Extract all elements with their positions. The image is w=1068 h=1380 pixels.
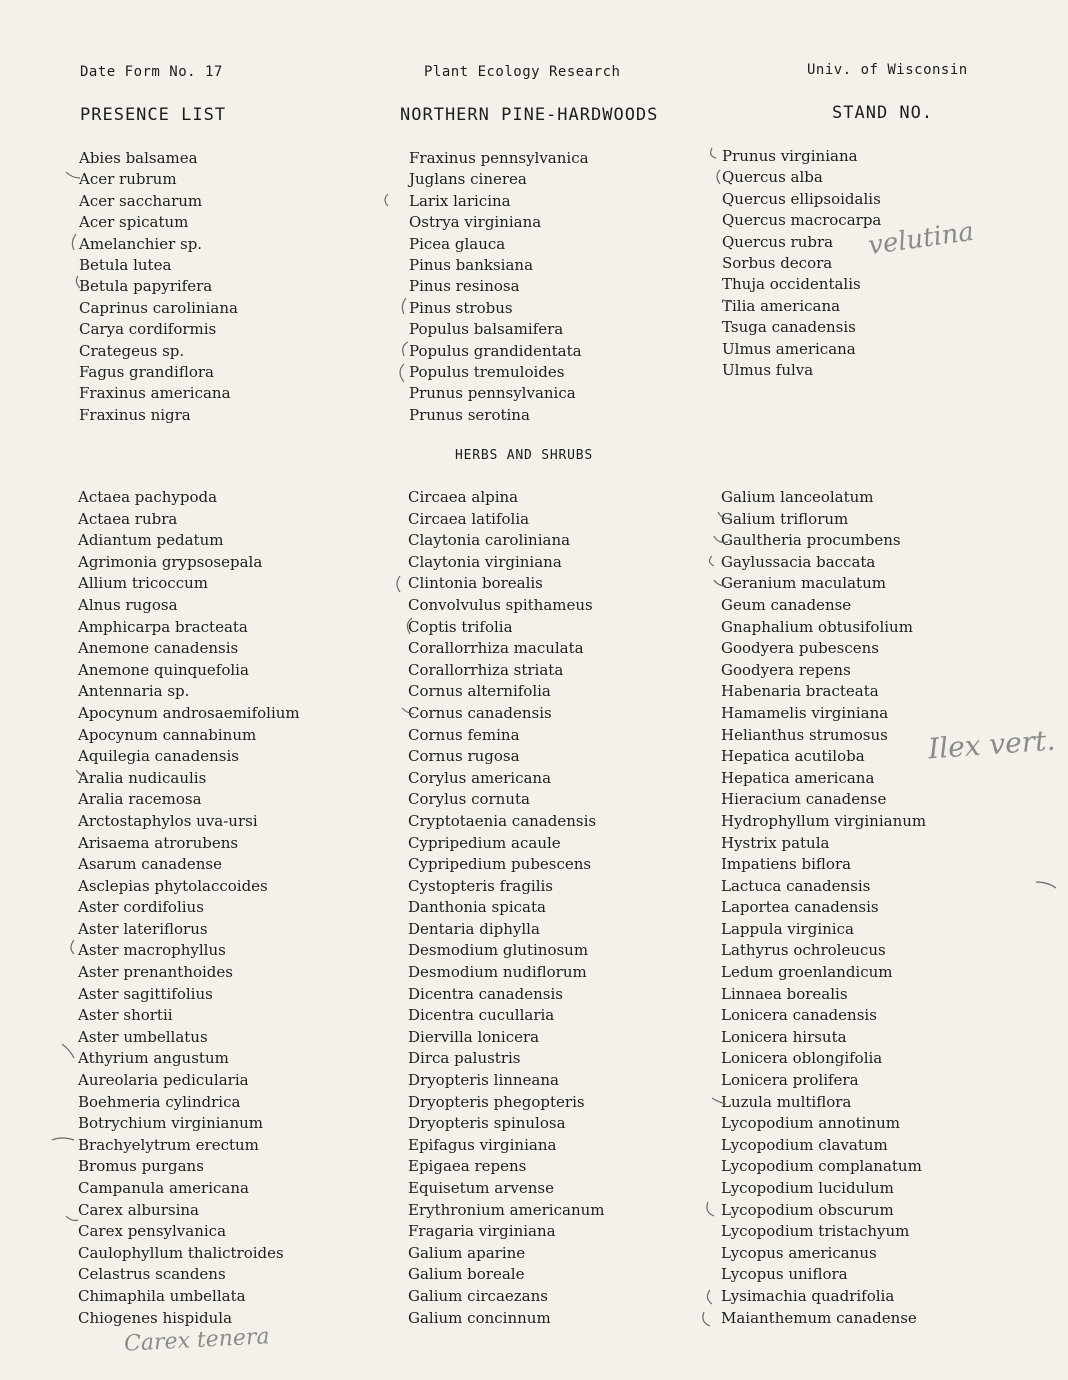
list-item: Helianthus strumosus <box>721 725 888 744</box>
list-item: Botrychium virginianum <box>78 1114 264 1133</box>
list-item: Apocynum androsaemifolium <box>78 703 300 722</box>
list-item: Lappula virginica <box>721 919 854 938</box>
list-item: Ledum groenlandicum <box>721 963 893 982</box>
list-item: Carex albursina <box>78 1200 199 1219</box>
list-item: Hieracium canadense <box>721 790 887 809</box>
list-item: Fraxinus pennsylvanica <box>409 149 589 167</box>
check-mark <box>385 194 388 206</box>
list-item: Quercus ellipsoidalis <box>722 189 881 208</box>
list-item: Arisaema atrorubens <box>78 833 239 852</box>
list-item: Dentaria diphylla <box>408 919 540 938</box>
list-item: Clintonia borealis <box>408 574 543 593</box>
list-item: Corallorrhiza striata <box>408 660 564 679</box>
list-item: Quercus rubra <box>722 232 834 251</box>
list-item: Pinus strobus <box>409 298 513 317</box>
list-item: Claytonia caroliniana <box>408 531 571 550</box>
list-item: Galium boreale <box>408 1265 525 1284</box>
check-mark <box>402 298 406 314</box>
community-title: NORTHERN PINE-HARDWOODS <box>400 105 659 125</box>
list-item: Cornus alternifolia <box>408 682 551 701</box>
list-item: Amelanchier sp. <box>79 234 203 253</box>
list-item: Aster prenanthoides <box>78 963 233 982</box>
list-item: Gaultheria procumbens <box>721 531 901 550</box>
list-item: Cornus rugosa <box>408 747 520 766</box>
list-item: Chimaphila umbellata <box>78 1286 246 1305</box>
list-item: Prunus serotina <box>409 405 530 424</box>
stand-number-label: STAND NO. <box>832 103 934 123</box>
list-item: Dirca palustris <box>408 1049 521 1068</box>
list-item: Alnus rugosa <box>78 595 178 614</box>
list-item: Quercus alba <box>722 168 823 187</box>
list-item: Galium aparine <box>408 1243 526 1262</box>
list-item: Coptis trifolia <box>408 617 513 636</box>
list-item: Quercus macrocarpa <box>722 211 882 230</box>
list-item: Lonicera prolifera <box>721 1071 859 1090</box>
list-item: Lycopodium clavatum <box>721 1135 888 1154</box>
list-item: Prunus virginiana <box>722 147 858 165</box>
list-item: Bromus purgans <box>78 1157 204 1176</box>
presence-list-title: PRESENCE LIST <box>80 105 227 125</box>
check-mark <box>703 1312 710 1326</box>
list-item: Equisetum arvense <box>408 1179 554 1197</box>
list-item: Lycopodium lucidulum <box>721 1179 894 1197</box>
handwritten-note-ilex: Ilex vert. <box>927 723 1057 766</box>
list-item: Thuja occidentalis <box>722 275 861 294</box>
list-item: Amphicarpa bracteata <box>78 617 248 636</box>
check-mark <box>397 576 400 592</box>
list-item: Lycopus uniflora <box>721 1265 848 1284</box>
list-item: Actaea pachypoda <box>78 488 218 506</box>
list-item: Anemone quinquefolia <box>78 660 249 679</box>
list-item: Aster umbellatus <box>78 1027 208 1046</box>
list-item: Betula papyrifera <box>79 277 213 296</box>
list-item: Corylus cornuta <box>408 790 530 809</box>
list-item: Antennaria sp. <box>78 682 190 701</box>
list-item: Aureolaria pedicularia <box>78 1071 249 1090</box>
list-item: Habenaria bracteata <box>721 682 879 701</box>
list-item: Asclepias phytolaccoides <box>78 876 268 895</box>
list-item: Caulophyllum thalictroides <box>78 1243 284 1262</box>
list-item: Aster lateriflorus <box>78 919 208 938</box>
herb-list-col3 <box>721 487 926 1329</box>
list-item: Epifagus virginiana <box>408 1135 557 1154</box>
list-item: Boehmeria cylindrica <box>78 1092 241 1111</box>
list-item: Convolvulus spithameus <box>408 595 593 614</box>
check-mark <box>707 1290 712 1304</box>
check-mark <box>400 364 404 382</box>
list-item: Maianthemum canadense <box>721 1308 917 1327</box>
list-item: Gnaphalium obtusifolium <box>721 617 913 636</box>
list-item: Goodyera pubescens <box>721 639 879 658</box>
list-item: Aralia racemosa <box>78 790 202 809</box>
list-item: Luzula multiflora <box>721 1092 852 1111</box>
list-item: Epigaea repens <box>408 1157 527 1176</box>
list-item: Lycopodium annotinum <box>721 1114 900 1133</box>
list-item: Fagus grandiflora <box>79 362 214 381</box>
list-item: Anemone canadensis <box>78 639 239 658</box>
tree-list-col2 <box>409 148 589 426</box>
institution-label: Univ. of Wisconsin <box>807 62 968 78</box>
list-item: Acer saccharum <box>79 191 203 210</box>
list-item: Cystopteris fragilis <box>408 876 554 895</box>
check-mark <box>52 1138 74 1140</box>
list-item: Celastrus scandens <box>78 1265 226 1284</box>
list-item: Abies balsamea <box>79 149 198 167</box>
check-mark <box>717 170 720 184</box>
list-item: Caprinus caroliniana <box>79 298 238 317</box>
list-item: Carex pensylvanica <box>78 1222 227 1241</box>
list-item: Geum canadense <box>721 595 852 614</box>
check-mark <box>403 342 408 356</box>
form-number: Date Form No. 17 <box>80 64 223 80</box>
list-item: Galium concinnum <box>408 1308 551 1327</box>
list-item: Chiogenes hispidula <box>78 1308 233 1327</box>
list-item: Tsuga canadensis <box>722 318 856 337</box>
list-item: Campanula americana <box>78 1179 249 1197</box>
list-item: Tilia americana <box>722 296 841 315</box>
herbs-shrubs-heading: HERBS AND SHRUBS <box>455 448 594 463</box>
list-item: Prunus pennsylvanica <box>409 384 576 403</box>
list-item: Lonicera oblongifolia <box>721 1049 883 1068</box>
list-item: Pinus resinosa <box>409 277 520 296</box>
list-item: Cryptotaenia canadensis <box>408 811 597 830</box>
list-item: Lycopodium obscurum <box>721 1200 894 1219</box>
list-item: Fragaria virginiana <box>408 1222 556 1241</box>
list-item: Acer spicatum <box>79 213 189 232</box>
list-item: Galium triflorum <box>721 509 849 528</box>
herb-list-col1 <box>78 487 300 1329</box>
list-item: Diervilla lonicera <box>408 1027 540 1046</box>
list-item: Lonicera hirsuta <box>721 1027 847 1046</box>
list-item: Pinus banksiana <box>409 255 534 274</box>
list-item: Juglans cinerea <box>409 170 527 189</box>
list-item: Lycopodium complanatum <box>721 1157 922 1176</box>
list-item: Cornus femina <box>408 725 520 744</box>
list-item: Larix laricina <box>409 191 511 210</box>
list-item: Lathyrus ochroleucus <box>721 941 886 960</box>
list-item: Fraxinus nigra <box>79 405 191 424</box>
list-item: Hepatica acutiloba <box>721 747 865 766</box>
list-item: Goodyera repens <box>721 660 851 679</box>
list-item: Brachyelytrum erectum <box>78 1135 259 1154</box>
list-item: Fraxinus americana <box>79 384 231 403</box>
list-item: Crategeus sp. <box>79 341 185 360</box>
organization-label: Plant Ecology Research <box>424 64 621 80</box>
list-item: Picea glauca <box>409 234 506 253</box>
check-mark <box>66 1216 78 1221</box>
list-item: Populus balsamifera <box>409 320 564 339</box>
list-item: Cypripedium acaule <box>408 833 561 852</box>
list-item: Aster macrophyllus <box>78 941 226 960</box>
list-item: Claytonia virginiana <box>408 552 562 571</box>
list-item: Dicentra cucullaria <box>408 1006 555 1025</box>
list-item: Populus grandidentata <box>409 341 582 360</box>
list-item: Lonicera canadensis <box>721 1006 877 1025</box>
list-item: Aralia nudicaulis <box>78 768 207 787</box>
list-item: Asarum canadense <box>78 855 222 874</box>
check-mark <box>707 1202 714 1216</box>
check-mark <box>711 148 716 158</box>
list-item: Impatiens biflora <box>721 855 852 874</box>
list-item: Hamamelis virginiana <box>721 703 889 722</box>
list-item: Agrimonia grypsosepala <box>78 552 263 571</box>
list-item: Danthonia spicata <box>408 898 546 917</box>
list-item: Galium lanceolatum <box>721 488 874 506</box>
list-item: Desmodium nudiflorum <box>408 963 587 982</box>
list-item: Circaea latifolia <box>408 509 530 528</box>
list-item: Athyrium angustum <box>78 1049 229 1068</box>
check-mark <box>72 234 76 250</box>
tree-list-col1 <box>79 148 238 426</box>
herb-list-col2 <box>408 487 605 1329</box>
list-item: Allium tricoccum <box>78 574 208 593</box>
check-mark <box>66 172 80 178</box>
list-item: Dryopteris linneana <box>408 1071 559 1090</box>
list-item: Aster shortii <box>78 1006 173 1025</box>
list-item: Cornus canadensis <box>408 703 552 722</box>
list-item: Corallorrhiza maculata <box>408 639 584 658</box>
list-item: Betula lutea <box>79 255 172 274</box>
list-item: Geranium maculatum <box>721 574 886 593</box>
handwritten-note-carex: Carex tenera <box>123 1324 271 1357</box>
list-item: Adiantum pedatum <box>78 531 224 550</box>
list-item: Aster sagittifolius <box>78 984 213 1003</box>
list-item: Linnaea borealis <box>721 984 848 1003</box>
tree-list-col3 <box>722 146 881 381</box>
list-item: Gaylussacia baccata <box>721 552 876 571</box>
list-item: Ulmus fulva <box>722 360 814 379</box>
list-item: Dryopteris spinulosa <box>408 1114 566 1133</box>
list-item: Sorbus decora <box>722 253 833 272</box>
check-mark <box>62 1044 74 1058</box>
list-item: Arctostaphylos uva-ursi <box>78 811 258 830</box>
list-item: Corylus americana <box>408 768 552 787</box>
check-mark <box>1036 882 1056 888</box>
list-item: Hepatica americana <box>721 768 875 787</box>
list-item: Dryopteris phegopteris <box>408 1092 585 1111</box>
list-item: Populus tremuloides <box>409 362 565 381</box>
check-mark <box>71 940 74 954</box>
list-item: Lycopodium tristachyum <box>721 1222 910 1241</box>
list-item: Circaea alpina <box>408 488 519 506</box>
list-item: Lactuca canadensis <box>721 876 871 895</box>
check-mark <box>709 556 714 566</box>
list-item: Aster cordifolius <box>78 898 204 917</box>
list-item: Ostrya virginiana <box>409 213 542 232</box>
list-item: Acer rubrum <box>79 170 177 189</box>
list-item: Ulmus americana <box>722 339 856 358</box>
list-item: Cypripedium pubescens <box>408 855 592 874</box>
list-item: Desmodium glutinosum <box>408 941 589 960</box>
list-item: Erythronium americanum <box>408 1200 605 1219</box>
list-item: Laportea canadensis <box>721 898 879 917</box>
list-item: Aquilegia canadensis <box>78 747 239 766</box>
list-item: Apocynum cannabinum <box>78 725 257 744</box>
list-item: Lysimachia quadrifolia <box>721 1286 895 1305</box>
list-item: Actaea rubra <box>78 509 178 528</box>
list-item: Lycopus americanus <box>721 1243 877 1262</box>
list-item: Carya cordiformis <box>79 320 217 339</box>
list-item: Hydrophyllum virginianum <box>721 811 927 830</box>
list-item: Hystrix patula <box>721 833 830 852</box>
list-item: Dicentra canadensis <box>408 984 563 1003</box>
handwritten-note-velutina: velutina <box>866 216 976 262</box>
list-item: Galium circaezans <box>408 1286 548 1305</box>
